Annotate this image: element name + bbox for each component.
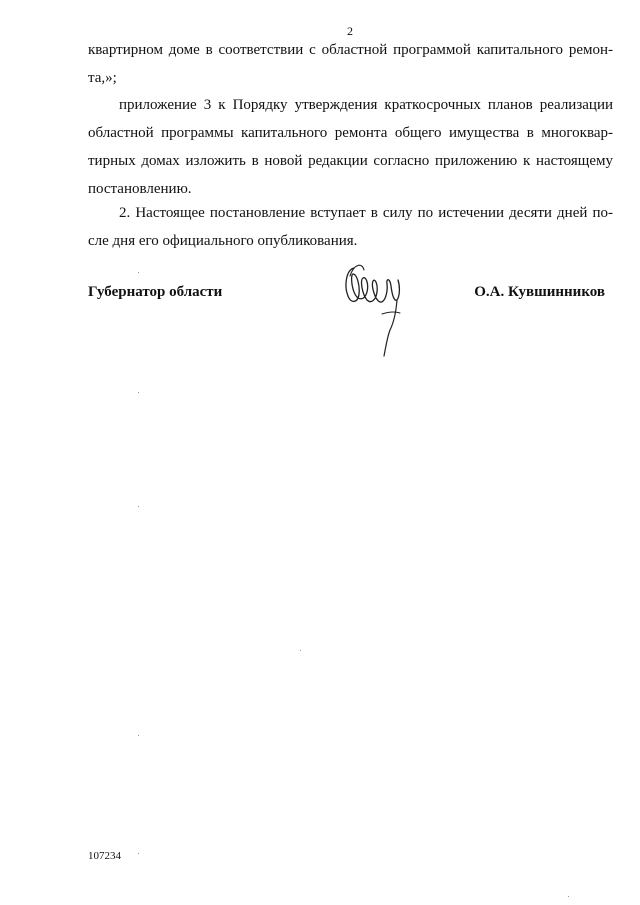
scan-artifact	[138, 735, 139, 736]
scan-artifact	[138, 272, 139, 273]
page-number: 2	[347, 24, 353, 38]
document-code: 107234	[88, 850, 121, 862]
scan-artifact	[138, 853, 139, 854]
text-line: та,»;	[88, 70, 117, 86]
scan-artifact	[300, 650, 301, 651]
position-title: Губернатор области	[88, 284, 223, 300]
text-line: квартирном доме в соответствии с областной программой капитального ремон-	[88, 42, 613, 58]
paragraph-1	[88, 36, 613, 92]
body-text	[88, 199, 613, 255]
text-line: приложение 3 к Порядку утверждения краткосрочных планов реализации	[119, 97, 613, 113]
body-text	[88, 91, 613, 203]
scan-artifact	[138, 392, 139, 393]
handwritten-signature	[340, 256, 410, 361]
text-line: тирных домах изложить в новой редакции согласно приложению к настоящему	[88, 153, 613, 169]
scan-artifact	[138, 506, 139, 507]
paragraph-2	[88, 91, 613, 203]
body-text	[88, 36, 613, 92]
text-line: областной программы капитального ремонта общего имущества в многоквар-	[88, 125, 613, 141]
signatory-name: О.А. Кувшинников	[474, 284, 605, 300]
text-line: постановлению.	[88, 181, 192, 197]
paragraph-3	[88, 199, 613, 255]
scan-artifact	[568, 896, 569, 897]
text-line: сле дня его официального опубликования.	[88, 233, 358, 249]
text-line: 2. Настоящее постановление вступает в силу по истечении десяти дней по-	[119, 205, 613, 221]
